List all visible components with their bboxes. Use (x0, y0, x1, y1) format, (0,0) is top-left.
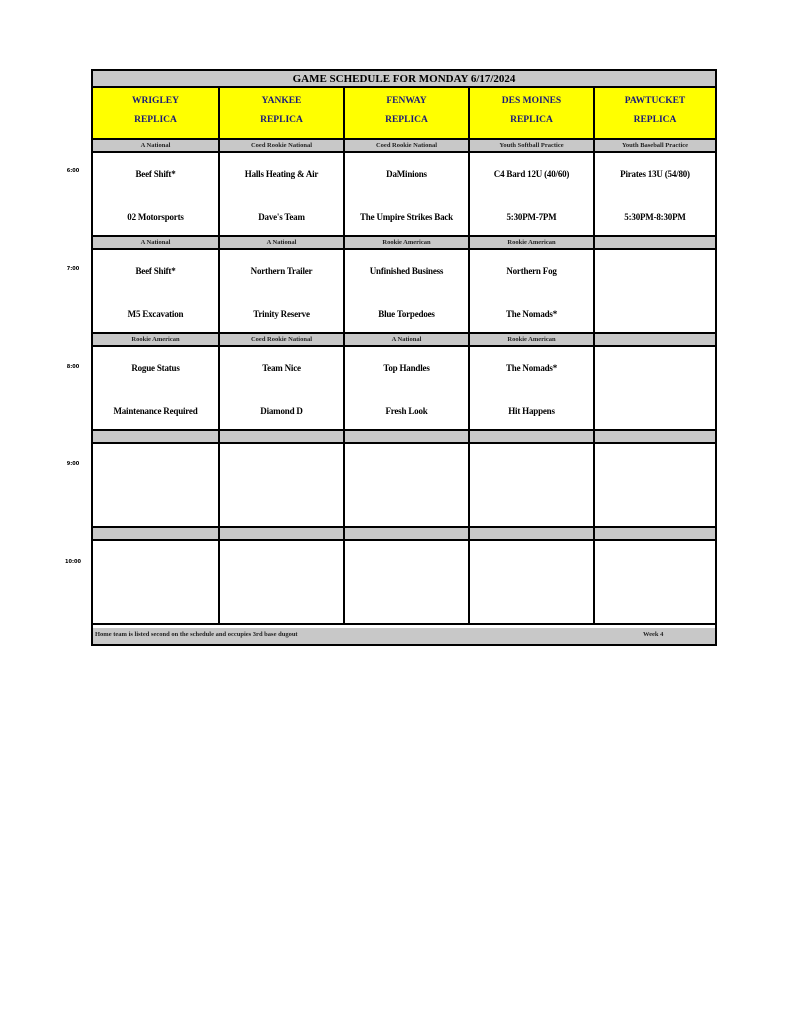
home-team: Diamond D (260, 406, 303, 416)
home-team: Dave's Team (258, 212, 305, 222)
division-label: Rookie American (468, 237, 593, 248)
division-label: A National (140, 239, 171, 246)
division-label: Coed Rookie National (218, 334, 343, 345)
away-team: Beef Shift* (135, 169, 176, 179)
game-row (93, 444, 715, 528)
game-schedule-table (91, 69, 717, 646)
away-team: Halls Heating & Air (244, 169, 319, 179)
division-label (93, 431, 218, 442)
division-label: Coed Rookie National (343, 140, 468, 151)
division-label: A National (140, 142, 171, 149)
field-name: FENWAY (386, 96, 427, 106)
away-team: Northern Fog (506, 266, 557, 276)
game-cell (468, 250, 593, 332)
away-team: Top Handles (383, 363, 430, 373)
field-name: YANKEE (261, 96, 302, 106)
division-label (593, 237, 715, 248)
away-team: Rogue Status (131, 363, 180, 373)
time-label-7: 7:00 (66, 266, 80, 272)
game-cell (93, 444, 218, 526)
schedule-footer (93, 628, 715, 644)
game-cell (93, 541, 218, 623)
division-row (93, 528, 715, 541)
away-team: C4 Bard 12U (40/60) (493, 169, 570, 179)
away-team: Team Nice (262, 363, 301, 373)
field-name: WRIGLEY (132, 96, 179, 106)
division-label: A National (343, 334, 468, 345)
field-header-wrigley (93, 88, 218, 138)
game-cell (343, 153, 468, 235)
field-name: PAWTUCKET (624, 96, 686, 106)
division-label (218, 431, 343, 442)
field-subtitle: REPLICA (633, 115, 677, 125)
home-team: Maintenance Required (113, 406, 198, 416)
away-team: DaMinions (386, 169, 427, 179)
time-label-9: 9:00 (66, 461, 80, 467)
division-label (218, 528, 343, 539)
away-team: Beef Shift* (135, 266, 176, 276)
home-team: Blue Torpedoes (378, 309, 435, 319)
field-header-row (93, 88, 715, 140)
division-label: A National (218, 237, 343, 248)
game-cell (93, 250, 218, 332)
field-header-pawtucket (593, 88, 715, 138)
game-cell (218, 250, 343, 332)
division-row (93, 140, 715, 153)
game-cell (593, 541, 715, 623)
game-cell (468, 541, 593, 623)
division-label (468, 431, 593, 442)
away-team: Northern Trailer (250, 266, 313, 276)
game-cell (468, 444, 593, 526)
game-row (93, 541, 715, 625)
game-cell (218, 153, 343, 235)
game-cell (468, 153, 593, 235)
division-label: Rookie American (468, 334, 593, 345)
away-team: The Nomads* (505, 363, 558, 373)
home-team: Fresh Look (385, 406, 428, 416)
division-label (593, 431, 715, 442)
game-cell (218, 347, 343, 429)
game-row (93, 153, 715, 237)
field-name: DES MOINES (501, 96, 562, 106)
game-cell (218, 541, 343, 623)
away-team: Unfinished Business (369, 266, 444, 276)
home-team-note: Home team is listed second on the schedule and occupies 3rd base dugout (95, 631, 298, 638)
field-subtitle: REPLICA (510, 115, 553, 125)
division-row (93, 431, 715, 444)
division-label: Youth Softball Practice (468, 140, 593, 151)
home-team: 5:30PM-8:30PM (624, 212, 686, 222)
division-label: Rookie American (131, 336, 180, 343)
home-team: Trinity Reserve (253, 309, 310, 319)
week-label: Week 4 (643, 631, 664, 638)
game-cell (593, 347, 715, 429)
home-team: The Nomads* (505, 309, 558, 319)
game-row (93, 347, 715, 431)
time-label-10: 10:00 (65, 559, 81, 565)
game-cell (218, 444, 343, 526)
division-label: Coed Rookie National (218, 140, 343, 151)
game-cell (593, 444, 715, 526)
home-team: M5 Excavation (127, 309, 184, 319)
game-cell (343, 444, 468, 526)
home-team: 02 Motorsports (127, 212, 184, 222)
field-header-des-moines (468, 88, 593, 138)
field-header-yankee (218, 88, 343, 138)
division-label (343, 528, 468, 539)
field-header-fenway (343, 88, 468, 138)
game-cell (93, 347, 218, 429)
game-cell (593, 153, 715, 235)
division-label: Youth Baseball Practice (593, 140, 715, 151)
game-cell (593, 250, 715, 332)
home-team: 5:30PM-7PM (506, 212, 557, 222)
game-cell (343, 347, 468, 429)
game-cell (343, 250, 468, 332)
field-subtitle: REPLICA (260, 115, 303, 125)
time-label-8: 8:00 (66, 364, 80, 370)
away-team: Pirates 13U (54/80) (620, 169, 690, 179)
division-label: Rookie American (343, 237, 468, 248)
field-subtitle: REPLICA (385, 115, 428, 125)
field-subtitle: REPLICA (134, 115, 177, 125)
division-label (343, 431, 468, 442)
home-team: The Umpire Strikes Back (360, 212, 453, 222)
home-team: Hit Happens (508, 406, 555, 416)
game-cell (468, 347, 593, 429)
division-label (93, 528, 218, 539)
division-label (468, 528, 593, 539)
schedule-title: GAME SCHEDULE FOR MONDAY 6/17/2024 (93, 71, 715, 88)
division-row (93, 334, 715, 347)
game-cell (343, 541, 468, 623)
game-row (93, 250, 715, 334)
game-cell (93, 153, 218, 235)
division-label (593, 334, 715, 345)
division-label (593, 528, 715, 539)
division-row (93, 237, 715, 250)
time-label-6: 6:00 (66, 168, 80, 174)
